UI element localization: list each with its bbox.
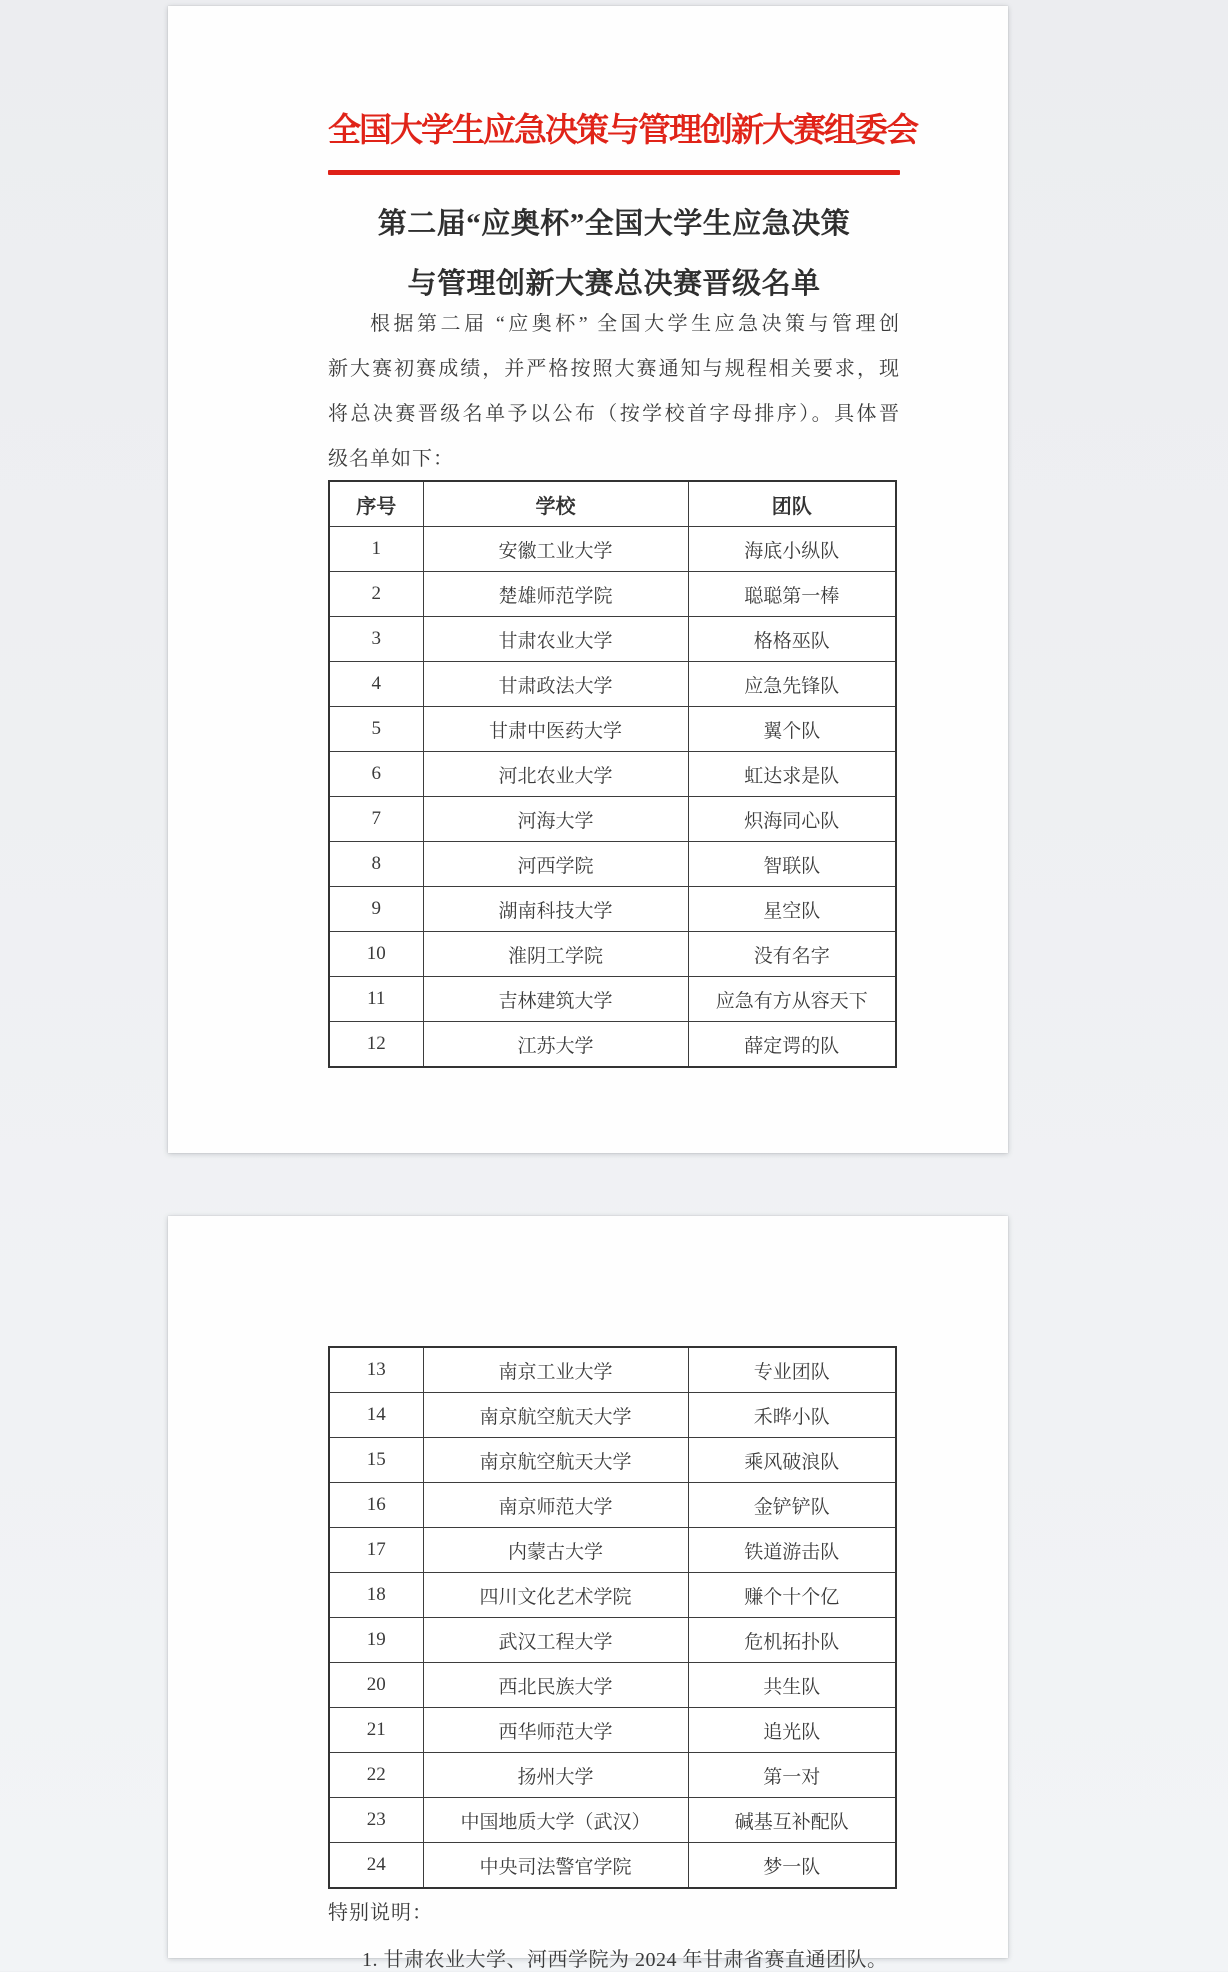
cell-team-name: 铁道游击队 <box>688 1528 896 1573</box>
paragraph-line: 将总决赛晋级名单予以公布（按学校首字母排序）。具体晋 <box>328 403 900 425</box>
cell-team-name: 碱基互补配队 <box>688 1798 896 1843</box>
cell-seq-no: 6 <box>329 752 423 797</box>
cell-school-name: 安徽工业大学 <box>423 527 688 572</box>
table-row <box>329 1483 896 1528</box>
table-row <box>329 1022 896 1068</box>
cell-school-name: 南京航空航天大学 <box>423 1393 688 1438</box>
paragraph-line: 根据第二届 “应奥杯” 全国大学生应急决策与管理创 <box>370 313 900 335</box>
cell-team-name: 炽海同心队 <box>688 797 896 842</box>
table-row <box>329 707 896 752</box>
cell-school-name: 扬州大学 <box>423 1753 688 1798</box>
table-row <box>329 572 896 617</box>
cell-seq-no: 8 <box>329 842 423 887</box>
table-row <box>329 1708 896 1753</box>
cell-school-name: 内蒙古大学 <box>423 1528 688 1573</box>
table-row <box>329 1438 896 1483</box>
document-page-1 <box>168 6 1008 1153</box>
cell-team-name: 没有名字 <box>688 932 896 977</box>
cell-seq-no: 2 <box>329 572 423 617</box>
cell-team-name: 星空队 <box>688 887 896 932</box>
header-cell-team: 团队 <box>688 481 896 527</box>
cell-school-name: 江苏大学 <box>423 1022 688 1068</box>
cell-team-name: 格格巫队 <box>688 617 896 662</box>
paragraph-line: 新大赛初赛成绩，并严格按照大赛通知与规程相关要求，现 <box>328 358 900 380</box>
organization-header: 全国大学生应急决策与管理创新大赛组委会 <box>328 113 917 149</box>
table-row <box>329 527 896 572</box>
cell-school-name: 中央司法警官学院 <box>423 1843 688 1889</box>
cell-team-name: 智联队 <box>688 842 896 887</box>
cell-school-name: 河西学院 <box>423 842 688 887</box>
cell-seq-no: 7 <box>329 797 423 842</box>
table-row <box>329 1618 896 1663</box>
cell-team-name: 乘风破浪队 <box>688 1438 896 1483</box>
cell-team-name: 应急有方从容天下 <box>688 977 896 1022</box>
cell-seq-no: 24 <box>329 1843 423 1889</box>
cell-seq-no: 1 <box>329 527 423 572</box>
cell-school-name: 楚雄师范学院 <box>423 572 688 617</box>
cell-school-name: 南京航空航天大学 <box>423 1438 688 1483</box>
cell-seq-no: 4 <box>329 662 423 707</box>
cell-school-name: 中国地质大学（武汉） <box>423 1798 688 1843</box>
header-cell-school: 学校 <box>423 481 688 527</box>
table-row <box>329 1798 896 1843</box>
cell-seq-no: 20 <box>329 1663 423 1708</box>
cell-seq-no: 5 <box>329 707 423 752</box>
red-divider-rule <box>328 170 900 175</box>
cell-team-name: 追光队 <box>688 1708 896 1753</box>
cell-team-name: 虹达求是队 <box>688 752 896 797</box>
cell-school-name: 四川文化艺术学院 <box>423 1573 688 1618</box>
cell-school-name: 吉林建筑大学 <box>423 977 688 1022</box>
cell-team-name: 应急先锋队 <box>688 662 896 707</box>
cell-seq-no: 9 <box>329 887 423 932</box>
cell-seq-no: 19 <box>329 1618 423 1663</box>
table-row <box>329 1347 896 1393</box>
table-row <box>329 1528 896 1573</box>
cell-seq-no: 3 <box>329 617 423 662</box>
cell-seq-no: 13 <box>329 1347 423 1393</box>
cell-seq-no: 11 <box>329 977 423 1022</box>
cell-seq-no: 23 <box>329 1798 423 1843</box>
table-row <box>329 932 896 977</box>
cell-school-name: 河海大学 <box>423 797 688 842</box>
table-row <box>329 797 896 842</box>
document-title <box>328 194 900 314</box>
table-header-row <box>329 481 896 527</box>
cell-team-name: 共生队 <box>688 1663 896 1708</box>
table-row <box>329 617 896 662</box>
table-row <box>329 1393 896 1438</box>
cell-seq-no: 21 <box>329 1708 423 1753</box>
cell-team-name: 金铲铲队 <box>688 1483 896 1528</box>
cell-team-name: 禾晔小队 <box>688 1393 896 1438</box>
cell-team-name: 第一对 <box>688 1753 896 1798</box>
table-row <box>329 662 896 707</box>
cell-seq-no: 12 <box>329 1022 423 1068</box>
document-title-line-2: 与管理创新大赛总决赛晋级名单 <box>407 268 821 300</box>
document-page-2 <box>168 1216 1008 1971</box>
cell-school-name: 甘肃政法大学 <box>423 662 688 707</box>
cell-school-name: 西北民族大学 <box>423 1663 688 1708</box>
cell-school-name: 西华师范大学 <box>423 1708 688 1753</box>
cell-school-name: 甘肃中医药大学 <box>423 707 688 752</box>
cell-school-name: 淮阴工学院 <box>423 932 688 977</box>
table-row <box>329 842 896 887</box>
table-row <box>329 977 896 1022</box>
cell-school-name: 南京师范大学 <box>423 1483 688 1528</box>
special-note-item: 1. 甘肃农业大学、河西学院为 2024 年甘肃省赛直通团队。 <box>362 1949 888 1971</box>
cell-seq-no: 17 <box>329 1528 423 1573</box>
roster-table-page-2 <box>328 1346 897 1889</box>
cell-team-name: 专业团队 <box>688 1347 896 1393</box>
cell-school-name: 南京工业大学 <box>423 1347 688 1393</box>
cell-seq-no: 15 <box>329 1438 423 1483</box>
cell-school-name: 甘肃农业大学 <box>423 617 688 662</box>
cell-team-name: 危机拓扑队 <box>688 1618 896 1663</box>
roster-table-page-1 <box>328 480 897 1068</box>
intro-paragraph <box>328 302 900 482</box>
cell-team-name: 聪聪第一棒 <box>688 572 896 617</box>
paragraph-line: 级名单如下： <box>328 448 454 470</box>
header-cell-no: 序号 <box>329 481 423 527</box>
table-row <box>329 1753 896 1798</box>
cell-school-name: 武汉工程大学 <box>423 1618 688 1663</box>
document-title-line-1: 第二届“应奥杯”全国大学生应急决策 <box>377 208 851 240</box>
cell-seq-no: 10 <box>329 932 423 977</box>
cell-seq-no: 16 <box>329 1483 423 1528</box>
table-row <box>329 1843 896 1889</box>
cell-team-name: 翼个队 <box>688 707 896 752</box>
cell-school-name: 河北农业大学 <box>423 752 688 797</box>
cell-team-name: 梦一队 <box>688 1843 896 1889</box>
table-row <box>329 887 896 932</box>
table-row <box>329 1663 896 1708</box>
cell-team-name: 海底小纵队 <box>688 527 896 572</box>
table-row <box>329 1573 896 1618</box>
cell-seq-no: 14 <box>329 1393 423 1438</box>
cell-team-name: 赚个十个亿 <box>688 1573 896 1618</box>
cell-seq-no: 18 <box>329 1573 423 1618</box>
cell-team-name: 薛定谔的队 <box>688 1022 896 1068</box>
table-row <box>329 752 896 797</box>
cell-school-name: 湖南科技大学 <box>423 887 688 932</box>
cell-seq-no: 22 <box>329 1753 423 1798</box>
special-notes-title: 特别说明： <box>328 1902 433 1924</box>
